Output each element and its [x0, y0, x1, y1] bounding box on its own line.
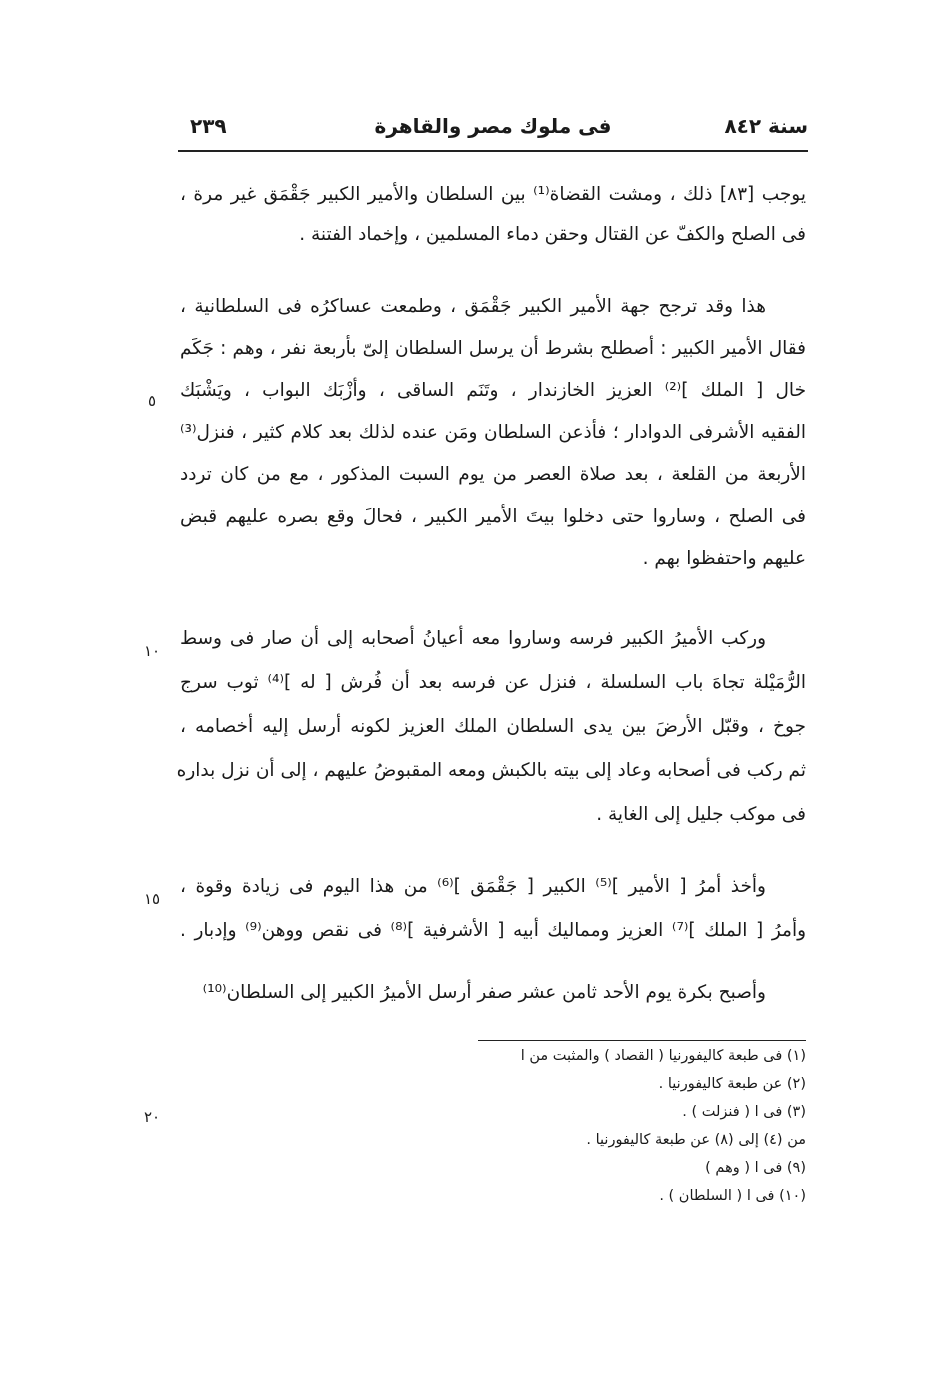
- text-line: جوخ ، وقبّل الأرضَ بين يدى السلطان الملك العزيز لكونه أرسل إليه أخصامه ،: [180, 716, 806, 737]
- margin-line-number: ٥: [147, 392, 157, 410]
- text-line: عليهم واحتفظوا بهم .: [642, 548, 806, 569]
- text-line: وأخذ أمرُ [ الأمير ]⁽⁵⁾ الكبير [ جَقْمَق ]⁽⁶⁾ من هذا اليوم فى زيادة وقوة ،: [180, 876, 766, 897]
- footnote: من (٤) إلى (٨) عن طبعة كاليفورنيا .: [586, 1132, 806, 1148]
- footnote: (٩) فى ا ( وهم ): [705, 1160, 806, 1176]
- text-line: فقال الأمير الكبير : أصطلح بشرط أن يرسل السلطان إلىّ بأربعة نفر ، وهم : جَكَم: [180, 338, 806, 359]
- text-line: فى الصلح ، وساروا حتى دخلوا بيتَ الأمير الكبير ، فحالَ وقع بصره عليهم قبض: [180, 506, 806, 527]
- text-line: فى موكب جليل إلى الغاية .: [596, 804, 806, 825]
- header-rule: [178, 150, 808, 152]
- header-year: سنة ٨٤٢: [724, 114, 808, 138]
- margin-line-number: ٢٠: [143, 1108, 161, 1126]
- running-header: [178, 108, 808, 148]
- text-line: الأربعة من القلعة ، بعد صلاة العصر من يوم السبت المذكور ، مع من كان تردد: [180, 464, 806, 485]
- text-line: فى الصلح والكفّ عن القتال وحقن دماء المسلمين ، وإخماد الفتنة .: [299, 224, 806, 245]
- text-line: وأمرُ [ الملك ]⁽⁷⁾ العزيز ومماليك أبيه [ الأشرفية ]⁽⁸⁾ فى نقص ووهن⁽⁹⁾ وإدبار .: [180, 920, 807, 941]
- text-line: الرُّمَيْلة تجاهَ باب السلسلة ، فنزل عن فرسه بعد أن فُرش [ له ]⁽⁴⁾ ثوب سرج: [180, 672, 806, 693]
- footnote-rule: [478, 1040, 806, 1041]
- text-line: وركب الأميرُ الكبير فرسه وساروا معه أعيانُ أصحابه إلى أن صار فى وسط: [180, 628, 766, 649]
- header-title: فى ملوك مصر والقاهرة: [374, 114, 612, 138]
- text-line: يوجب [٨٣] ذلك ، ومشت القضاة⁽¹⁾ بين السلطان والأمير الكبير جَقْمَق غير مرة ،: [180, 184, 806, 205]
- text-line: وأصبح بكرة يوم الأحد ثامن عشر صفر أرسل الأميرُ الكبير إلى السلطان⁽¹⁰⁾: [202, 982, 766, 1003]
- page-number: ٢٣٩: [190, 114, 227, 138]
- margin-line-number: ١٠: [143, 642, 161, 660]
- text-line: ثم ركب فى أصحابه وعاد إلى بيته بالكبش ومعه المقبوضُ عليهم ، إلى أن نزل بداره: [176, 760, 806, 781]
- text-line: الفقيه الأشرفى الدوادار ؛ فأذعن السلطان ومَن عنده لذلك بعد كلام كثير ، فنزل⁽³⁾: [180, 422, 806, 443]
- footnote: (٢) عن طبعة كاليفورنيا .: [658, 1076, 806, 1092]
- text-line: هذا وقد ترجح جهة الأمير الكبير جَقْمَق ، وطمعت عساكرُه فى السلطانية ،: [180, 296, 766, 317]
- margin-line-number: ١٥: [143, 890, 161, 908]
- text-line: خال [ الملك ]⁽²⁾ العزيز الخازندار ، وتَنَم الساقى ، وأزْبَك البواب ، ويَشْبَك: [180, 380, 807, 401]
- footnote: (١٠) فى ا ( السلطان ) .: [659, 1188, 806, 1204]
- footnote: (٣) فى ا ( فنزلت ) .: [682, 1104, 806, 1120]
- footnote: (١) فى طبعة كاليفورنيا ( القصاد ) والمثبت من ا: [520, 1048, 806, 1064]
